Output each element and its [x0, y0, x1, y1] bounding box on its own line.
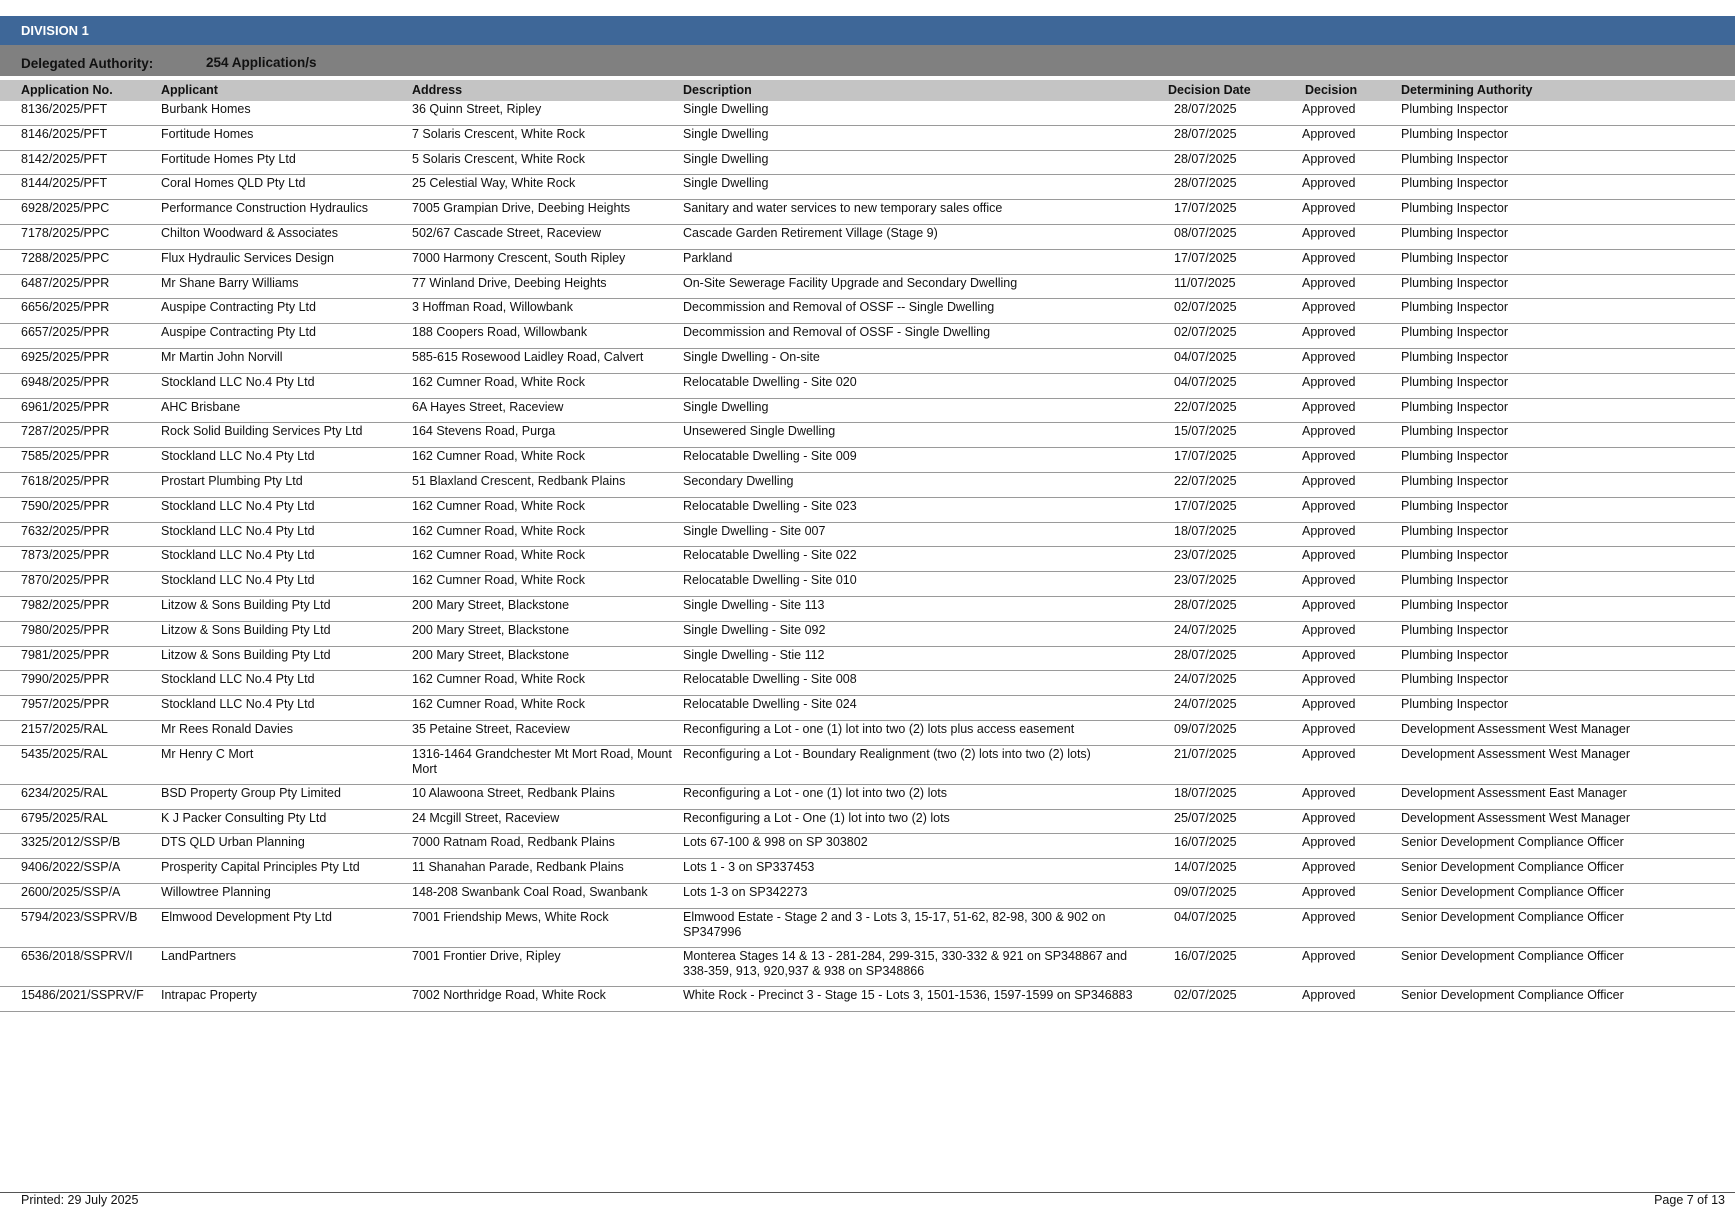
- cell-description: Lots 67-100 & 998 on SP 303802: [683, 835, 868, 850]
- cell-address: 162 Cumner Road, White Rock: [412, 449, 585, 464]
- cell-applicant: AHC Brisbane: [161, 399, 241, 414]
- table-row: [0, 175, 1735, 200]
- cell-decision-date: 24/07/2025: [1174, 622, 1237, 637]
- table-row: [0, 101, 1735, 126]
- cell-decision-date: 04/07/2025: [1174, 909, 1237, 924]
- cell-decision-date: 02/07/2025: [1174, 325, 1237, 340]
- cell-description: Single Dwelling - Site 007: [683, 523, 826, 538]
- cell-decision-date: 17/07/2025: [1174, 498, 1237, 513]
- table-row: [0, 448, 1735, 473]
- cell-address: 1316-1464 Grandchester Mt Mort Road, Mount Mort: [412, 746, 672, 776]
- cell-decision-date: 18/07/2025: [1174, 785, 1237, 800]
- cell-application-no: 7618/2025/PPR: [21, 473, 110, 488]
- cell-address: 7001 Frontier Drive, Ripley: [412, 948, 561, 963]
- cell-applicant: LandPartners: [161, 948, 237, 963]
- cell-decision: Approved: [1302, 325, 1356, 340]
- table-row: [0, 324, 1735, 349]
- cell-decision: Approved: [1302, 374, 1356, 389]
- cell-description: Secondary Dwelling: [683, 473, 794, 488]
- cell-decision: Approved: [1302, 349, 1356, 364]
- cell-description: Reconfiguring a Lot - one (1) lot into two (2) lots: [683, 785, 948, 800]
- cell-decision-date: 28/07/2025: [1174, 102, 1237, 116]
- cell-decision: Approved: [1302, 548, 1356, 563]
- cell-decision: Approved: [1302, 176, 1356, 191]
- cell-determining-authority: Plumbing Inspector: [1401, 622, 1509, 637]
- table-row: [0, 423, 1735, 448]
- table-row: [0, 859, 1735, 884]
- cell-applicant: Mr Martin John Norvill: [161, 349, 283, 364]
- cell-address: 7 Solaris Crescent, White Rock: [412, 126, 585, 141]
- table-row: [0, 200, 1735, 225]
- cell-determining-authority: Plumbing Inspector: [1401, 523, 1509, 538]
- cell-application-no: 6795/2025/RAL: [21, 810, 108, 825]
- cell-application-no: 5435/2025/RAL: [21, 746, 108, 761]
- cell-application-no: 6656/2025/PPR: [21, 300, 110, 315]
- cell-application-no: 7980/2025/PPR: [21, 622, 110, 637]
- cell-description: Single Dwelling: [683, 151, 769, 166]
- table-row: [0, 909, 1735, 948]
- cell-description: Parkland: [683, 250, 733, 265]
- cell-address: 162 Cumner Road, White Rock: [412, 523, 585, 538]
- cell-description: Sanitary and water services to new temporary sales office: [683, 201, 1003, 216]
- cell-description: Relocatable Dwelling - Site 008: [683, 672, 857, 687]
- cell-decision: Approved: [1302, 225, 1356, 240]
- cell-decision-date: 17/07/2025: [1174, 250, 1237, 265]
- cell-decision: Approved: [1302, 987, 1356, 1002]
- cell-decision-date: 09/07/2025: [1174, 884, 1237, 899]
- cell-description: Relocatable Dwelling - Site 009: [683, 449, 857, 464]
- cell-decision: Approved: [1302, 746, 1356, 761]
- cell-decision-date: 28/07/2025: [1174, 176, 1237, 191]
- cell-determining-authority: Plumbing Inspector: [1401, 300, 1509, 315]
- cell-determining-authority: Plumbing Inspector: [1401, 399, 1509, 414]
- cell-applicant: DTS QLD Urban Planning: [161, 835, 305, 850]
- cell-applicant: Prostart Plumbing Pty Ltd: [161, 473, 303, 488]
- cell-application-no: 7982/2025/PPR: [21, 597, 110, 612]
- cell-decision-date: 08/07/2025: [1174, 225, 1237, 240]
- printed-date: Printed: 29 July 2025: [21, 1193, 139, 1207]
- cell-address: 162 Cumner Road, White Rock: [412, 498, 585, 513]
- table-row: [0, 399, 1735, 424]
- table-row: [0, 523, 1735, 548]
- cell-address: 35 Petaine Street, Raceview: [412, 721, 570, 736]
- table-row: [0, 572, 1735, 597]
- table-row: [0, 299, 1735, 324]
- table-row: [0, 151, 1735, 176]
- table-row: [0, 597, 1735, 622]
- cell-decision-date: 23/07/2025: [1174, 548, 1237, 563]
- table-row: [0, 948, 1735, 987]
- cell-address: 200 Mary Street, Blackstone: [412, 647, 570, 662]
- cell-determining-authority: Plumbing Inspector: [1401, 672, 1509, 687]
- cell-applicant: Stockland LLC No.4 Pty Ltd: [161, 672, 315, 687]
- cell-determining-authority: Plumbing Inspector: [1401, 647, 1509, 662]
- cell-decision: Approved: [1302, 647, 1356, 662]
- cell-address: 502/67 Cascade Street, Raceview: [412, 225, 601, 240]
- table-row: [0, 647, 1735, 672]
- cell-applicant: Flux Hydraulic Services Design: [161, 250, 334, 265]
- cell-description: Lots 1 - 3 on SP337453: [683, 860, 815, 875]
- cell-description: Relocatable Dwelling - Site 020: [683, 374, 857, 389]
- cell-decision: Approved: [1302, 275, 1356, 290]
- cell-determining-authority: Plumbing Inspector: [1401, 597, 1509, 612]
- cell-address: 162 Cumner Road, White Rock: [412, 573, 585, 588]
- cell-description: Unsewered Single Dwelling: [683, 424, 836, 439]
- cell-applicant: Intrapac Property: [161, 987, 257, 1002]
- cell-determining-authority: Senior Development Compliance Officer: [1401, 948, 1624, 963]
- cell-address: 11 Shanahan Parade, Redbank Plains: [412, 860, 624, 875]
- cell-determining-authority: Plumbing Inspector: [1401, 374, 1509, 389]
- cell-applicant: Mr Shane Barry Williams: [161, 275, 299, 290]
- cell-decision-date: 09/07/2025: [1174, 721, 1237, 736]
- header-applicant: Applicant: [161, 83, 218, 97]
- cell-decision-date: 21/07/2025: [1174, 746, 1237, 761]
- cell-description: Relocatable Dwelling - Site 023: [683, 498, 857, 513]
- cell-determining-authority: Plumbing Inspector: [1401, 250, 1509, 265]
- table-row: [0, 696, 1735, 721]
- cell-decision-date: 17/07/2025: [1174, 449, 1237, 464]
- table-row: [0, 746, 1735, 785]
- cell-address: 162 Cumner Road, White Rock: [412, 697, 585, 712]
- cell-decision: Approved: [1302, 597, 1356, 612]
- cell-decision: Approved: [1302, 102, 1356, 116]
- table-row: [0, 498, 1735, 523]
- table-row: [0, 810, 1735, 835]
- cell-decision: Approved: [1302, 835, 1356, 850]
- cell-decision: Approved: [1302, 860, 1356, 875]
- cell-application-no: 7632/2025/PPR: [21, 523, 110, 538]
- cell-application-no: 6487/2025/PPR: [21, 275, 110, 290]
- cell-application-no: 5794/2023/SSPRV/B: [21, 909, 138, 924]
- cell-decision: Approved: [1302, 201, 1356, 216]
- table-row: [0, 374, 1735, 399]
- cell-determining-authority: Plumbing Inspector: [1401, 102, 1509, 116]
- cell-decision: Approved: [1302, 151, 1356, 166]
- cell-applicant: Coral Homes QLD Pty Ltd: [161, 176, 306, 191]
- cell-description: Decommission and Removal of OSSF -- Single Dwelling: [683, 300, 995, 315]
- cell-application-no: 7873/2025/PPR: [21, 548, 110, 563]
- table-row: [0, 126, 1735, 151]
- cell-application-no: 15486/2021/SSPRV/F: [21, 987, 144, 1002]
- cell-application-no: 8136/2025/PFT: [21, 102, 108, 116]
- cell-determining-authority: Plumbing Inspector: [1401, 573, 1509, 588]
- cell-address: 36 Quinn Street, Ripley: [412, 102, 542, 116]
- table-row: [0, 225, 1735, 250]
- cell-description: Reconfiguring a Lot - Boundary Realignment (two (2) lots into two (2) lots): [683, 746, 1091, 761]
- cell-application-no: 7990/2025/PPR: [21, 672, 110, 687]
- cell-applicant: Litzow & Sons Building Pty Ltd: [161, 622, 331, 637]
- cell-applicant: K J Packer Consulting Pty Ltd: [161, 810, 327, 825]
- division-header: DIVISION 1: [0, 16, 1735, 45]
- cell-determining-authority: Development Assessment East Manager: [1401, 785, 1627, 800]
- footer-divider: [0, 1192, 1735, 1193]
- table-row: [0, 987, 1735, 1012]
- cell-application-no: 2600/2025/SSP/A: [21, 884, 121, 899]
- cell-applicant: Mr Rees Ronald Davies: [161, 721, 293, 736]
- table-row: [0, 834, 1735, 859]
- table-row: [0, 721, 1735, 746]
- cell-decision: Approved: [1302, 672, 1356, 687]
- cell-applicant: Litzow & Sons Building Pty Ltd: [161, 647, 331, 662]
- cell-decision-date: 18/07/2025: [1174, 523, 1237, 538]
- cell-decision: Approved: [1302, 126, 1356, 141]
- cell-applicant: Stockland LLC No.4 Pty Ltd: [161, 548, 315, 563]
- cell-determining-authority: Plumbing Inspector: [1401, 201, 1509, 216]
- cell-description: Single Dwelling - Site 113: [683, 597, 825, 612]
- cell-applicant: Burbank Homes: [161, 102, 251, 116]
- table-row: [0, 275, 1735, 300]
- cell-description: Single Dwelling: [683, 399, 769, 414]
- cell-applicant: Stockland LLC No.4 Pty Ltd: [161, 449, 315, 464]
- cell-applicant: Stockland LLC No.4 Pty Ltd: [161, 523, 315, 538]
- cell-applicant: Stockland LLC No.4 Pty Ltd: [161, 374, 315, 389]
- cell-decision-date: 23/07/2025: [1174, 573, 1237, 588]
- cell-determining-authority: Development Assessment West Manager: [1401, 746, 1631, 761]
- cell-determining-authority: Plumbing Inspector: [1401, 498, 1509, 513]
- cell-decision: Approved: [1302, 622, 1356, 637]
- cell-address: 77 Winland Drive, Deebing Heights: [412, 275, 607, 290]
- cell-application-no: 9406/2022/SSP/A: [21, 860, 121, 875]
- cell-determining-authority: Senior Development Compliance Officer: [1401, 860, 1624, 875]
- cell-application-no: 2157/2025/RAL: [21, 721, 108, 736]
- page-number: Page 7 of 13: [1654, 1193, 1725, 1207]
- cell-decision: Approved: [1302, 498, 1356, 513]
- cell-address: 162 Cumner Road, White Rock: [412, 548, 585, 563]
- cell-determining-authority: Senior Development Compliance Officer: [1401, 909, 1624, 924]
- cell-decision-date: 25/07/2025: [1174, 810, 1237, 825]
- cell-decision-date: 15/07/2025: [1174, 424, 1237, 439]
- cell-address: 148-208 Swanbank Coal Road, Swanbank: [412, 884, 648, 899]
- cell-address: 162 Cumner Road, White Rock: [412, 374, 585, 389]
- cell-decision-date: 14/07/2025: [1174, 860, 1237, 875]
- header-address: Address: [412, 83, 463, 97]
- cell-decision-date: 28/07/2025: [1174, 126, 1237, 141]
- cell-determining-authority: Plumbing Inspector: [1401, 349, 1509, 364]
- table-row: [0, 473, 1735, 498]
- cell-determining-authority: Plumbing Inspector: [1401, 697, 1509, 712]
- cell-determining-authority: Plumbing Inspector: [1401, 151, 1509, 166]
- cell-application-no: 6948/2025/PPR: [21, 374, 110, 389]
- cell-application-no: 7287/2025/PPR: [21, 424, 110, 439]
- cell-applicant: Stockland LLC No.4 Pty Ltd: [161, 697, 315, 712]
- cell-application-no: 7585/2025/PPR: [21, 449, 110, 464]
- cell-description: Lots 1-3 on SP342273: [683, 884, 808, 899]
- cell-decision: Approved: [1302, 250, 1356, 265]
- cell-applicant: Fortitude Homes: [161, 126, 254, 141]
- cell-address: 7005 Grampian Drive, Deebing Heights: [412, 201, 631, 216]
- cell-description: Reconfiguring a Lot - one (1) lot into two (2) lots plus access easement: [683, 721, 1075, 736]
- cell-description: Single Dwelling: [683, 176, 769, 191]
- application-count: 254 Application/s: [206, 55, 317, 70]
- cell-address: 7000 Ratnam Road, Redbank Plains: [412, 835, 615, 850]
- cell-description: Single Dwelling - Stie 112: [683, 647, 825, 662]
- header-determining-authority: Determining Authority: [1401, 83, 1533, 97]
- cell-application-no: 6234/2025/RAL: [21, 785, 108, 800]
- cell-decision: Approved: [1302, 697, 1356, 712]
- cell-decision-date: 04/07/2025: [1174, 374, 1237, 389]
- cell-decision: Approved: [1302, 300, 1356, 315]
- cell-determining-authority: Plumbing Inspector: [1401, 325, 1509, 340]
- cell-address: 7002 Northridge Road, White Rock: [412, 987, 606, 1002]
- cell-applicant: Stockland LLC No.4 Pty Ltd: [161, 498, 315, 513]
- cell-address: 7001 Friendship Mews, White Rock: [412, 909, 609, 924]
- cell-application-no: 7288/2025/PPC: [21, 250, 110, 265]
- cell-determining-authority: Senior Development Compliance Officer: [1401, 835, 1624, 850]
- cell-applicant: Willowtree Planning: [161, 884, 271, 899]
- cell-address: 3 Hoffman Road, Willowbank: [412, 300, 573, 315]
- cell-description: Single Dwelling: [683, 102, 769, 116]
- cell-application-no: 6928/2025/PPC: [21, 201, 110, 216]
- cell-determining-authority: Senior Development Compliance Officer: [1401, 884, 1624, 899]
- cell-decision: Approved: [1302, 449, 1356, 464]
- cell-application-no: 8146/2025/PFT: [21, 126, 108, 141]
- cell-application-no: 8142/2025/PFT: [21, 151, 108, 166]
- cell-decision: Approved: [1302, 473, 1356, 488]
- cell-determining-authority: Development Assessment West Manager: [1401, 721, 1631, 736]
- cell-applicant: Auspipe Contracting Pty Ltd: [161, 300, 316, 315]
- cell-application-no: 7957/2025/PPR: [21, 697, 110, 712]
- cell-application-no: 7981/2025/PPR: [21, 647, 110, 662]
- header-decision-date: Decision Date: [1168, 83, 1251, 97]
- cell-applicant: Stockland LLC No.4 Pty Ltd: [161, 573, 315, 588]
- cell-address: 7000 Harmony Crescent, South Ripley: [412, 250, 626, 265]
- table-row: [0, 671, 1735, 696]
- cell-decision: Approved: [1302, 948, 1356, 963]
- cell-decision-date: 24/07/2025: [1174, 697, 1237, 712]
- cell-description: Relocatable Dwelling - Site 022: [683, 548, 857, 563]
- cell-decision-date: 16/07/2025: [1174, 835, 1237, 850]
- cell-decision: Approved: [1302, 721, 1356, 736]
- table-header: [0, 80, 1735, 101]
- cell-description: Single Dwelling - On-site: [683, 349, 820, 364]
- cell-decision-date: 02/07/2025: [1174, 300, 1237, 315]
- authority-bar: [0, 45, 1735, 76]
- cell-description: Single Dwelling: [683, 126, 769, 141]
- cell-decision-date: 24/07/2025: [1174, 672, 1237, 687]
- table-row: [0, 547, 1735, 572]
- cell-determining-authority: Plumbing Inspector: [1401, 275, 1509, 290]
- cell-description: On-Site Sewerage Facility Upgrade and Secondary Dwelling: [683, 275, 1018, 290]
- table-row: [0, 622, 1735, 647]
- cell-address: 25 Celestial Way, White Rock: [412, 176, 576, 191]
- cell-applicant: Performance Construction Hydraulics: [161, 201, 369, 216]
- cell-address: 162 Cumner Road, White Rock: [412, 672, 585, 687]
- cell-application-no: 8144/2025/PFT: [21, 176, 108, 191]
- cell-decision: Approved: [1302, 909, 1356, 924]
- cell-decision-date: 04/07/2025: [1174, 349, 1237, 364]
- cell-applicant: Rock Solid Building Services Pty Ltd: [161, 424, 363, 439]
- cell-application-no: 6925/2025/PPR: [21, 349, 110, 364]
- cell-address: 164 Stevens Road, Purga: [412, 424, 556, 439]
- cell-description: Decommission and Removal of OSSF - Single Dwelling: [683, 325, 991, 340]
- cell-description: Relocatable Dwelling - Site 010: [683, 573, 857, 588]
- cell-address: 188 Coopers Road, Willowbank: [412, 325, 588, 340]
- cell-description: Reconfiguring a Lot - One (1) lot into two (2) lots: [683, 810, 950, 825]
- cell-description: Elmwood Estate - Stage 2 and 3 - Lots 3, 15-17, 51-62, 82-98, 300 & 902 on SP347996: [683, 909, 1106, 939]
- table-row: [0, 250, 1735, 275]
- cell-description: Relocatable Dwelling - Site 024: [683, 697, 857, 712]
- cell-applicant: Litzow & Sons Building Pty Ltd: [161, 597, 331, 612]
- cell-decision: Approved: [1302, 573, 1356, 588]
- cell-determining-authority: Plumbing Inspector: [1401, 548, 1509, 563]
- cell-decision-date: 22/07/2025: [1174, 473, 1237, 488]
- cell-application-no: 6536/2018/SSPRV/I: [21, 948, 133, 963]
- applications-table: [0, 101, 1735, 1012]
- cell-determining-authority: Plumbing Inspector: [1401, 176, 1509, 191]
- cell-applicant: Elmwood Development Pty Ltd: [161, 909, 332, 924]
- cell-decision-date: 11/07/2025: [1174, 275, 1236, 290]
- cell-address: 10 Alawoona Street, Redbank Plains: [412, 785, 615, 800]
- cell-applicant: Chilton Woodward & Associates: [161, 225, 338, 240]
- cell-application-no: 7870/2025/PPR: [21, 573, 110, 588]
- cell-application-no: 6657/2025/PPR: [21, 325, 110, 340]
- cell-determining-authority: Plumbing Inspector: [1401, 126, 1509, 141]
- cell-decision: Approved: [1302, 785, 1356, 800]
- table-row: [0, 884, 1735, 909]
- cell-decision: Approved: [1302, 399, 1356, 414]
- cell-decision: Approved: [1302, 424, 1356, 439]
- cell-application-no: 3325/2012/SSP/B: [21, 835, 121, 850]
- cell-decision-date: 28/07/2025: [1174, 151, 1237, 166]
- cell-decision-date: 28/07/2025: [1174, 647, 1237, 662]
- cell-application-no: 6961/2025/PPR: [21, 399, 110, 414]
- cell-description: Single Dwelling - Site 092: [683, 622, 826, 637]
- header-decision: Decision: [1305, 83, 1358, 97]
- cell-determining-authority: Senior Development Compliance Officer: [1401, 987, 1624, 1002]
- cell-determining-authority: Plumbing Inspector: [1401, 424, 1509, 439]
- cell-address: 5 Solaris Crescent, White Rock: [412, 151, 585, 166]
- cell-address: 24 Mcgill Street, Raceview: [412, 810, 560, 825]
- cell-application-no: 7178/2025/PPC: [21, 225, 110, 240]
- cell-decision: Approved: [1302, 884, 1356, 899]
- cell-description: Cascade Garden Retirement Village (Stage 9): [683, 225, 938, 240]
- cell-applicant: Auspipe Contracting Pty Ltd: [161, 325, 316, 340]
- cell-decision: Approved: [1302, 810, 1356, 825]
- cell-applicant: BSD Property Group Pty Limited: [161, 785, 341, 800]
- cell-determining-authority: Development Assessment West Manager: [1401, 810, 1631, 825]
- cell-description: White Rock - Precinct 3 - Stage 15 - Lots 3, 1501-1536, 1597-1599 on SP346883: [683, 987, 1133, 1002]
- cell-address: 200 Mary Street, Blackstone: [412, 597, 570, 612]
- header-description: Description: [683, 83, 752, 97]
- header-application-no: Application No.: [21, 83, 113, 97]
- table-row: [0, 785, 1735, 810]
- cell-applicant: Mr Henry C Mort: [161, 746, 254, 761]
- cell-application-no: 7590/2025/PPR: [21, 498, 110, 513]
- cell-description: Monterea Stages 14 & 13 - 281-284, 299-315, 330-332 & 921 on SP348867 and 338-359, 913, 920,937 & 938 on SP348866: [683, 948, 1128, 978]
- cell-address: 200 Mary Street, Blackstone: [412, 622, 570, 637]
- cell-determining-authority: Plumbing Inspector: [1401, 225, 1509, 240]
- cell-decision-date: 22/07/2025: [1174, 399, 1237, 414]
- cell-decision: Approved: [1302, 523, 1356, 538]
- cell-address: 585-615 Rosewood Laidley Road, Calvert: [412, 349, 644, 364]
- cell-applicant: Fortitude Homes Pty Ltd: [161, 151, 296, 166]
- cell-decision-date: 02/07/2025: [1174, 987, 1237, 1002]
- cell-determining-authority: Plumbing Inspector: [1401, 473, 1509, 488]
- cell-applicant: Prosperity Capital Principles Pty Ltd: [161, 860, 360, 875]
- cell-address: 6A Hayes Street, Raceview: [412, 399, 564, 414]
- cell-decision-date: 17/07/2025: [1174, 201, 1237, 216]
- cell-decision-date: 16/07/2025: [1174, 948, 1237, 963]
- cell-decision-date: 28/07/2025: [1174, 597, 1237, 612]
- cell-address: 51 Blaxland Crescent, Redbank Plains: [412, 473, 626, 488]
- table-row: [0, 349, 1735, 374]
- authority-label: Delegated Authority:: [21, 56, 154, 71]
- cell-determining-authority: Plumbing Inspector: [1401, 449, 1509, 464]
